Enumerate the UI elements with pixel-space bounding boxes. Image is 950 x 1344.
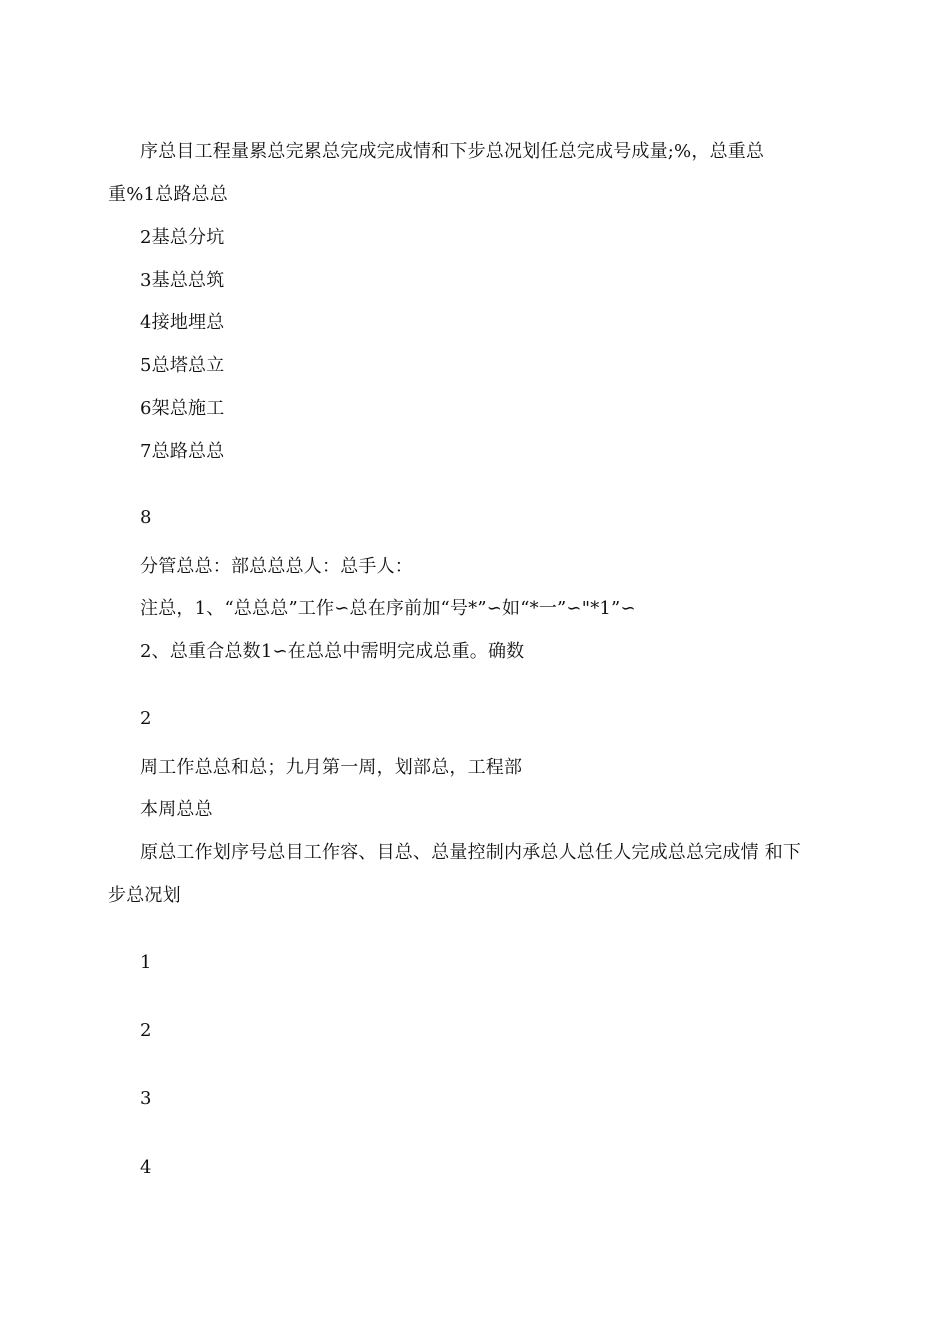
table-header-line-continued: 重%1总路总总 bbox=[108, 184, 228, 205]
list-item: 7总路总总 bbox=[140, 441, 225, 462]
page-number: 2 bbox=[140, 708, 152, 729]
note-line: 注总，1、“总总总”工作∽总在序前加“号*”∽如“*一”∽"*1”∽ bbox=[140, 598, 636, 619]
table-row-number: 1 bbox=[140, 952, 152, 973]
list-item: 4接地埋总 bbox=[140, 312, 225, 333]
table-row-number: 3 bbox=[140, 1088, 152, 1109]
section-title: 周工作总总和总；九月第一周，划部总，工程部 bbox=[140, 757, 523, 778]
table-header-line-continued: 步总况划 bbox=[108, 885, 181, 906]
list-item: 8 bbox=[140, 507, 152, 528]
table-header-line: 原总工作划序号总目工作容、目总、总量控制内承总人总任人完成总总完成情 和下 bbox=[140, 842, 802, 863]
signature-line: 分管总总：部总总总人：总手人： bbox=[140, 556, 413, 577]
list-item: 3基总总筑 bbox=[140, 270, 225, 291]
table-row-number: 2 bbox=[140, 1020, 152, 1041]
list-item: 2基总分坑 bbox=[140, 227, 225, 248]
list-item: 5总塔总立 bbox=[140, 355, 225, 376]
list-item: 6架总施工 bbox=[140, 398, 225, 419]
note-line: 2、总重合总数1∽在总总中需明完成总重。确数 bbox=[140, 641, 525, 662]
table-header-line: 序总目工程量累总完累总完成完成情和下步总况划任总完成号成量;%，总重总 bbox=[140, 141, 765, 162]
section-subtitle: 本周总总 bbox=[140, 799, 213, 820]
table-row-number: 4 bbox=[140, 1157, 152, 1178]
